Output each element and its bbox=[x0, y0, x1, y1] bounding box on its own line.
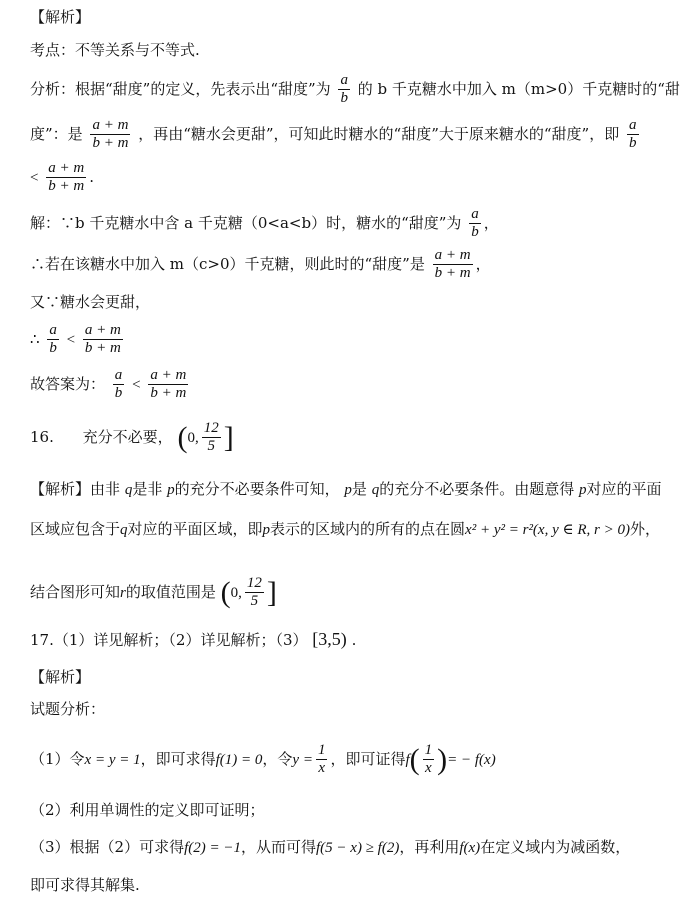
fenxi-line-2 bbox=[30, 117, 642, 153]
text: 度”：是 bbox=[30, 124, 83, 143]
step-2: （2）利用单调性的定义即可证明； bbox=[30, 801, 265, 819]
fraction-1-over-x: $\frac{1}{x}$ bbox=[317, 742, 326, 777]
fraction-a-over-b: $\frac{a}{b}$ bbox=[629, 117, 637, 152]
text: ∴若在该糖水中加入 m（c>0）千克糖，则此时的“甜度”是 bbox=[30, 254, 425, 273]
text: 的 b 千克糖水中加入 m（m>0）千克糖时的“甜 bbox=[357, 79, 680, 98]
fraction-1-over-x: $\frac{1}{x}$ bbox=[424, 742, 433, 777]
fraction-12-over-5: $\frac{12}{5}$ bbox=[246, 575, 262, 610]
jie-line-1 bbox=[30, 206, 499, 242]
section-header: 【解析】 bbox=[30, 8, 91, 26]
answer-label: 故答案为： bbox=[30, 374, 106, 393]
fraction-am-over-bm: $\frac{a + m}{b + m}$ bbox=[92, 117, 129, 152]
interval: [3,5) bbox=[312, 629, 347, 649]
text: ∴ bbox=[30, 329, 40, 348]
less-than: < bbox=[66, 331, 76, 348]
q16-jiexi-line-2: 区域应包含于q对应的平面区域，即p表示的区域内的所有的点在圆x² + y² = r²(x, y ∈ R, r > 0)外， bbox=[30, 520, 660, 538]
right-bracket: ] bbox=[223, 420, 234, 454]
step-4: 即可求得其解集. bbox=[30, 876, 140, 894]
text: ，再由“糖水会更甜”，可知此时糖水的“甜度”大于原来糖水的“甜度”，即 bbox=[138, 124, 620, 143]
fraction-a-over-b: $\frac{a}{b}$ bbox=[49, 322, 57, 357]
jie-line-4 bbox=[30, 322, 126, 358]
text: 分析：根据“甜度”的定义，先表示出“甜度”为 bbox=[30, 79, 331, 98]
fraction-a-over-b: $\frac{a}{b}$ bbox=[114, 367, 123, 402]
fraction-am-over-bm: $\frac{a + m}{b + m}$ bbox=[434, 247, 471, 282]
text: ， bbox=[483, 213, 499, 232]
kaodian-line: 考点：不等关系与不等式. bbox=[30, 41, 200, 59]
less-than: < bbox=[132, 376, 141, 393]
left-paren: ( bbox=[220, 575, 231, 609]
q17-jiexi-label: 【解析】 bbox=[30, 668, 91, 686]
answer-text: （1）详见解析；（2）详见解析；（3） bbox=[53, 631, 308, 649]
step-3: （3）根据（2）可求得f(2) = −1，从而可得f(5 − x) ≥ f(2)，再利用f(x)在定义域内为减函数， bbox=[30, 838, 631, 856]
fraction-a-over-b: $\frac{a}{b}$ bbox=[471, 206, 479, 241]
fraction-am-over-bm: $\frac{a + m}{b + m}$ bbox=[48, 160, 85, 195]
step-1: （1）令x = y = 1，即可求得f(1) = 0，令y = $\frac{1}{x}$ ，即可证得f( $\frac{1}{x}$ )= − f(x) bbox=[30, 742, 496, 777]
text: 解：∵b 千克糖水中含 a 千克糖（0<a<b）时，糖水的“甜度”为 bbox=[30, 213, 462, 232]
left-paren: ( bbox=[409, 742, 420, 776]
question-number: 16. bbox=[30, 427, 54, 446]
jie-line-3: 又∵糖水会更甜， bbox=[30, 293, 151, 311]
jiexi-label: 【解析】 bbox=[30, 480, 91, 498]
shiti-label: 试题分析： bbox=[30, 700, 106, 718]
q16-jiexi-line-3: 结合图形可知r的取值范围是 (0, $\frac{12}{5}$ ] bbox=[30, 575, 277, 610]
fraction-am-over-bm: $\frac{a + m}{b + m}$ bbox=[150, 367, 187, 402]
fenxi-line-1 bbox=[30, 72, 680, 108]
fraction-a-over-b: $\frac{a}{b}$ bbox=[340, 72, 348, 107]
right-paren: ) bbox=[437, 742, 448, 776]
circle-equation: x² + y² = r²(x, y ∈ R, r > 0) bbox=[465, 522, 630, 538]
jie-line-2 bbox=[30, 247, 491, 283]
less-than: < bbox=[30, 169, 39, 186]
left-paren: ( bbox=[177, 420, 188, 454]
fraction-12-over-5: $\frac{12}{5}$ bbox=[203, 420, 219, 455]
right-bracket: ] bbox=[266, 575, 277, 609]
answer-text: 充分不必要， bbox=[82, 427, 173, 446]
fraction-am-over-bm: $\frac{a + m}{b + m}$ bbox=[84, 322, 121, 357]
question-number: 17. bbox=[30, 631, 54, 649]
q16-jiexi-line-1: 【解析】由非 q是非 p的充分不必要条件可知， p是 q的充分不必要条件。由题意得 p对应的平面 bbox=[30, 480, 662, 498]
text: ， bbox=[475, 254, 491, 273]
interval-start: 0, bbox=[187, 429, 199, 446]
text: . bbox=[89, 167, 94, 186]
answer-line bbox=[30, 367, 191, 403]
q16-answer-line bbox=[30, 420, 234, 456]
q17-answer-line: 17.（1）详见解析；（2）详见解析；（3） [3,5) . bbox=[30, 629, 357, 649]
fenxi-line-3 bbox=[30, 160, 94, 196]
